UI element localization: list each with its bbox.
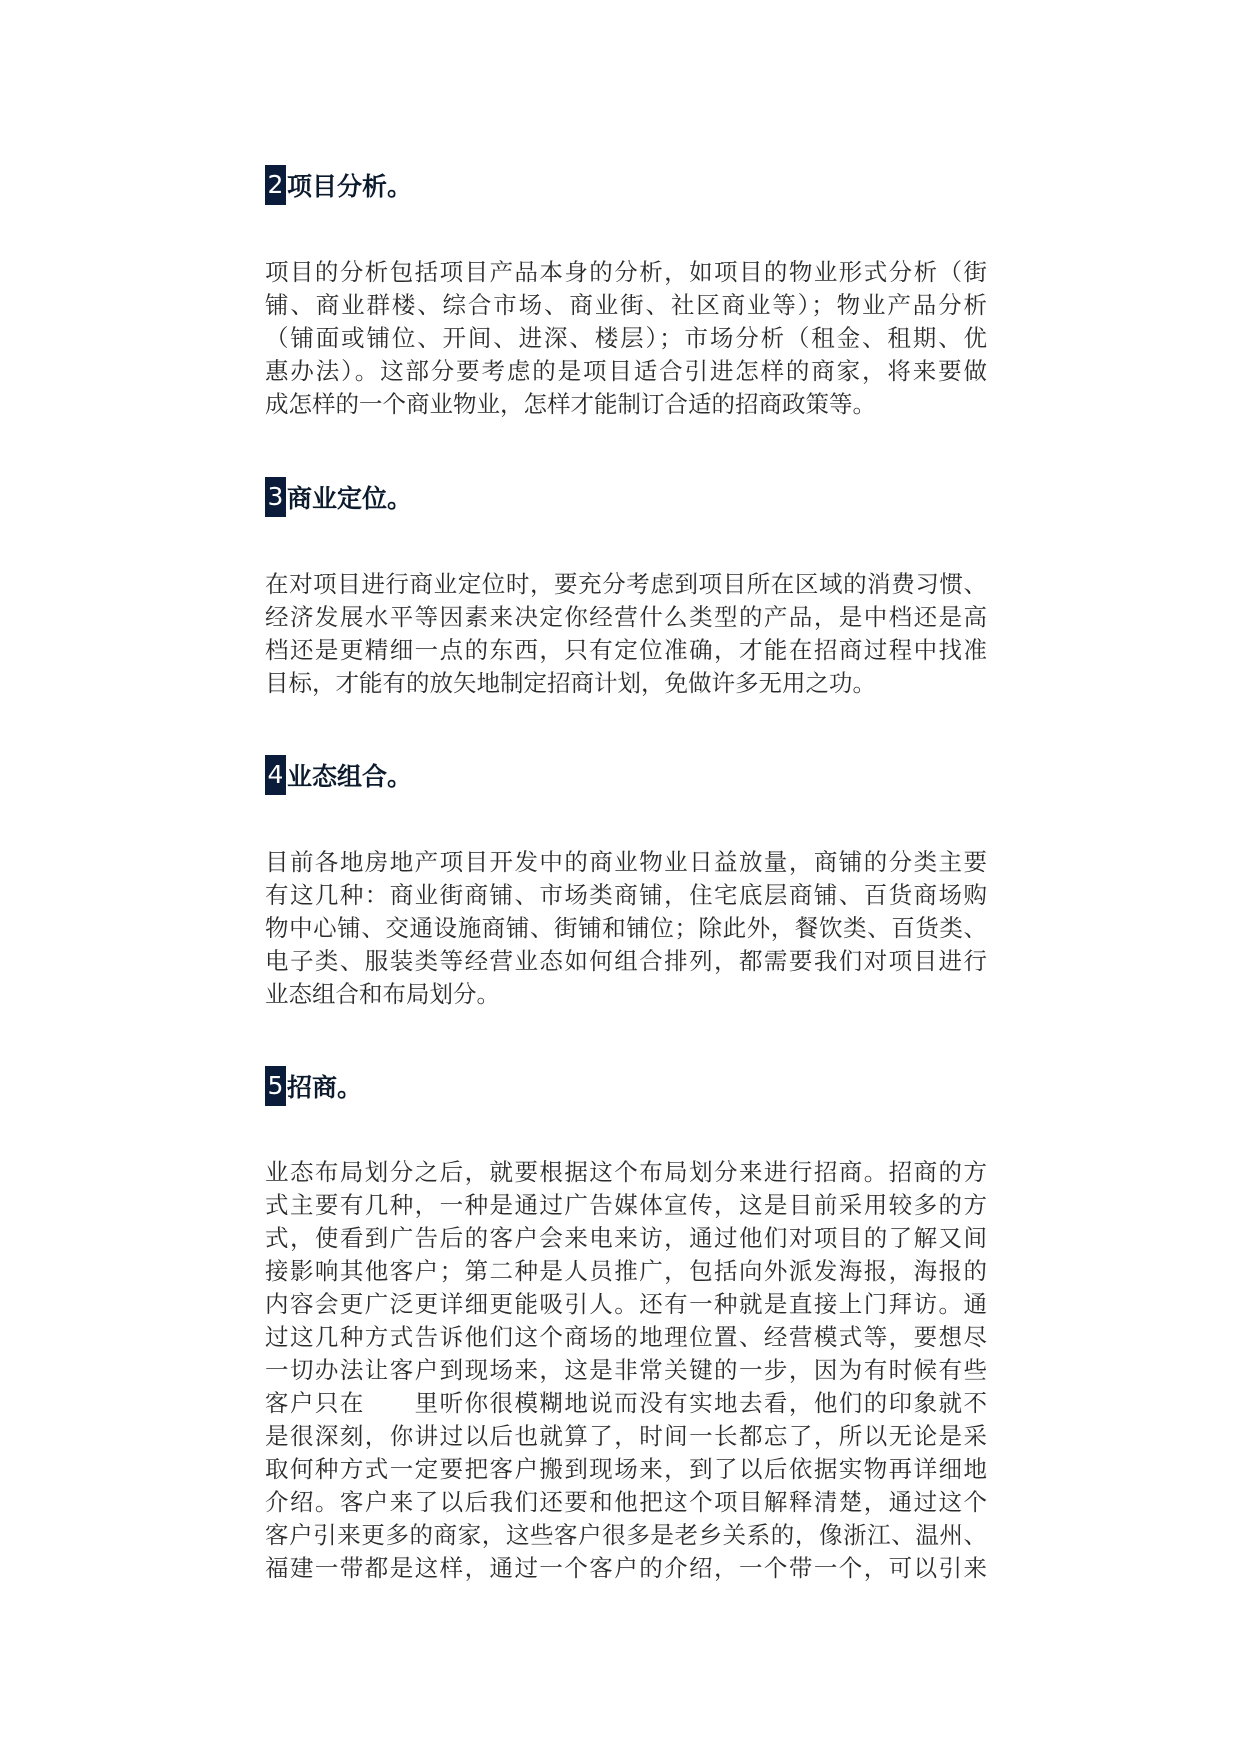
- paragraph-line: 电子类、服装类等经营业态如何组合排列，都需要我们对项目进行: [265, 947, 987, 975]
- section-paragraph-4: [265, 846, 987, 1011]
- section-heading-5: [265, 1066, 362, 1106]
- paragraph-line: 项目的分析包括项目产品本身的分析，如项目的物业形式分析（街: [265, 258, 987, 286]
- paragraph-line: 客户只在 里听你很模糊地说而没有实地去看，他们的印象就不: [265, 1389, 987, 1417]
- paragraph-line: 目标，才能有的放矢地制定招商计划，免做许多无用之功。: [265, 669, 876, 697]
- paragraph-line: 惠办法）。这部分要考虑的是项目适合引进怎样的商家，将来要做: [265, 357, 987, 385]
- paragraph-line: 介绍。客户来了以后我们还要和他把这个项目解释清楚，通过这个: [265, 1488, 987, 1516]
- paragraph-line: 物中心铺、交通设施商铺、街铺和铺位；除此外，餐饮类、百货类、: [265, 914, 987, 942]
- section-number: 4: [265, 755, 286, 795]
- paragraph-line: 在对项目进行商业定位时，要充分考虑到项目所在区域的消费习惯、: [265, 570, 987, 598]
- paragraph-line: 内容会更广泛更详细更能吸引人。还有一种就是直接上门拜访。通: [265, 1290, 987, 1318]
- section-title: 业态组合。: [287, 762, 413, 791]
- paragraph-line: 经济发展水平等因素来决定你经营什么类型的产品，是中档还是高: [265, 603, 987, 631]
- section-paragraph-2: [265, 256, 987, 421]
- paragraph-line: 式主要有几种，一种是通过广告媒体宣传，这是目前采用较多的方: [265, 1191, 987, 1219]
- section-heading-2: [265, 165, 412, 205]
- paragraph-line: 业态布局划分之后，就要根据这个布局划分来进行招商。招商的方: [265, 1158, 987, 1186]
- paragraph-line: 是很深刻，你讲过以后也就算了，时间一长都忘了，所以无论是采: [265, 1422, 987, 1450]
- section-number: 3: [265, 477, 286, 517]
- paragraph-line: 业态组合和布局划分。: [265, 980, 500, 1008]
- paragraph-line: 取何种方式一定要把客户搬到现场来，到了以后依据实物再详细地: [265, 1455, 987, 1483]
- paragraph-line: 过这几种方式告诉他们这个商场的地理位置、经营模式等，要想尽: [265, 1323, 987, 1351]
- section-number: 5: [265, 1066, 286, 1106]
- paragraph-line: 成怎样的一个商业物业，怎样才能制订合适的招商政策等。: [265, 390, 876, 418]
- section-title: 招商。: [287, 1073, 363, 1102]
- section-title: 项目分析。: [287, 172, 413, 201]
- section-number: 2: [265, 165, 286, 205]
- section-paragraph-5: [265, 1156, 987, 1585]
- paragraph-line: 有这几种：商业街商铺、市场类商铺，住宅底层商铺、百货商场购: [265, 881, 987, 909]
- paragraph-line: 档还是更精细一点的东西，只有定位准确，才能在招商过程中找准: [265, 636, 987, 664]
- section-heading-4: [265, 755, 412, 795]
- paragraph-line: 目前各地房地产项目开发中的商业物业日益放量，商铺的分类主要: [265, 848, 987, 876]
- section-heading-3: [265, 477, 412, 517]
- paragraph-line: （铺面或铺位、开间、进深、楼层）；市场分析（租金、租期、优: [265, 324, 987, 352]
- section-title: 商业定位。: [287, 484, 413, 513]
- paragraph-line: 福建一带都是这样，通过一个客户的介绍，一个带一个，可以引来: [265, 1554, 987, 1582]
- paragraph-line: 一切办法让客户到现场来，这是非常关键的一步，因为有时候有些: [265, 1356, 987, 1384]
- paragraph-line: 接影响其他客户；第二种是人员推广，包括向外派发海报，海报的: [265, 1257, 987, 1285]
- paragraph-line: 铺、商业群楼、综合市场、商业街、社区商业等）；物业产品分析: [265, 291, 987, 319]
- paragraph-line: 式，使看到广告后的客户会来电来访，通过他们对项目的了解又间: [265, 1224, 987, 1252]
- section-paragraph-3: [265, 568, 987, 700]
- paragraph-line: 客户引来更多的商家，这些客户很多是老乡关系的，像浙江、温州、: [265, 1521, 987, 1549]
